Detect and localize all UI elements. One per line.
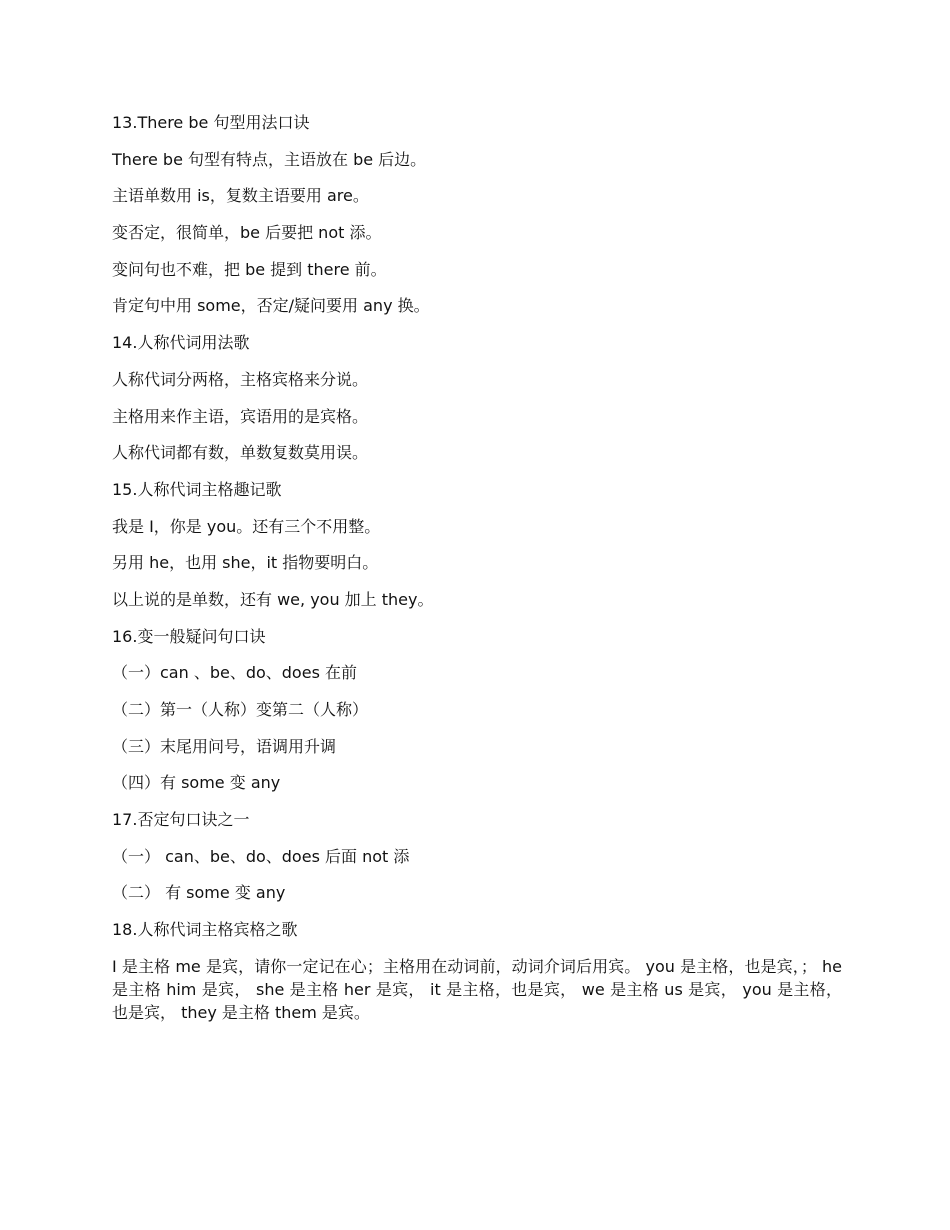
list-item: （二）第一（人称）变第二（人称） (112, 700, 369, 719)
heading-14: 14.人称代词用法歌 (112, 333, 250, 353)
document-page (112, 111, 842, 1024)
text-line: 主格用来作主语，宾语用的是宾格。 (112, 406, 369, 426)
text-line: 以上说的是单数，还有 we, you 加上 they。 (112, 589, 434, 609)
heading-13: 13.There be 句型用法口诀 (112, 113, 310, 132)
text-line: 我是 I，你是 you。还有三个不用整。 (112, 516, 381, 536)
list-item: （一） can、be、do、does 后面 not 添 (112, 846, 410, 866)
heading-18: 18.人称代词主格宾格之歌 (112, 920, 298, 940)
text-line: 变否定，很简单，be 后要把 not 添。 (112, 223, 382, 243)
list-item: （一）can 、be、do、does 在前 (112, 663, 357, 683)
heading-17: 17.否定句口诀之一 (112, 810, 250, 830)
text-line: 人称代词都有数，单数复数莫用误。 (112, 443, 369, 463)
heading-15: 15.人称代词主格趣记歌 (112, 479, 282, 499)
pronoun-paragraph: I 是主格 me 是宾，请你一定记在心；主格用在动词前，动词介词后用宾。 you 是主格，也是宾，； he 是主格 him 是宾， she 是主格 her 是宾， it 是主格，也是宾， we 是主格 us 是宾， you 是主格，也是宾， they 是主格 them 是宾。 (112, 956, 842, 1022)
list-item: （三）末尾用问号，语调用升调 (112, 736, 337, 756)
text-line: 人称代词分两格，主格宾格来分说。 (112, 369, 369, 389)
text-line: 肯定句中用 some，否定/疑问要用 any 换。 (112, 296, 430, 316)
text-line: 主语单数用 is，复数主语要用 are。 (112, 186, 369, 206)
text-line: 变问句也不难，把 be 提到 there 前。 (112, 259, 387, 279)
text-line: 另用 he，也用 she，it 指物要明白。 (112, 553, 379, 573)
list-item: （二） 有 some 变 any (112, 883, 286, 903)
list-item: （四）有 some 变 any (112, 773, 281, 793)
text-line: There be 句型有特点，主语放在 be 后边。 (112, 149, 427, 169)
heading-16: 16.变一般疑问句口诀 (112, 626, 266, 646)
